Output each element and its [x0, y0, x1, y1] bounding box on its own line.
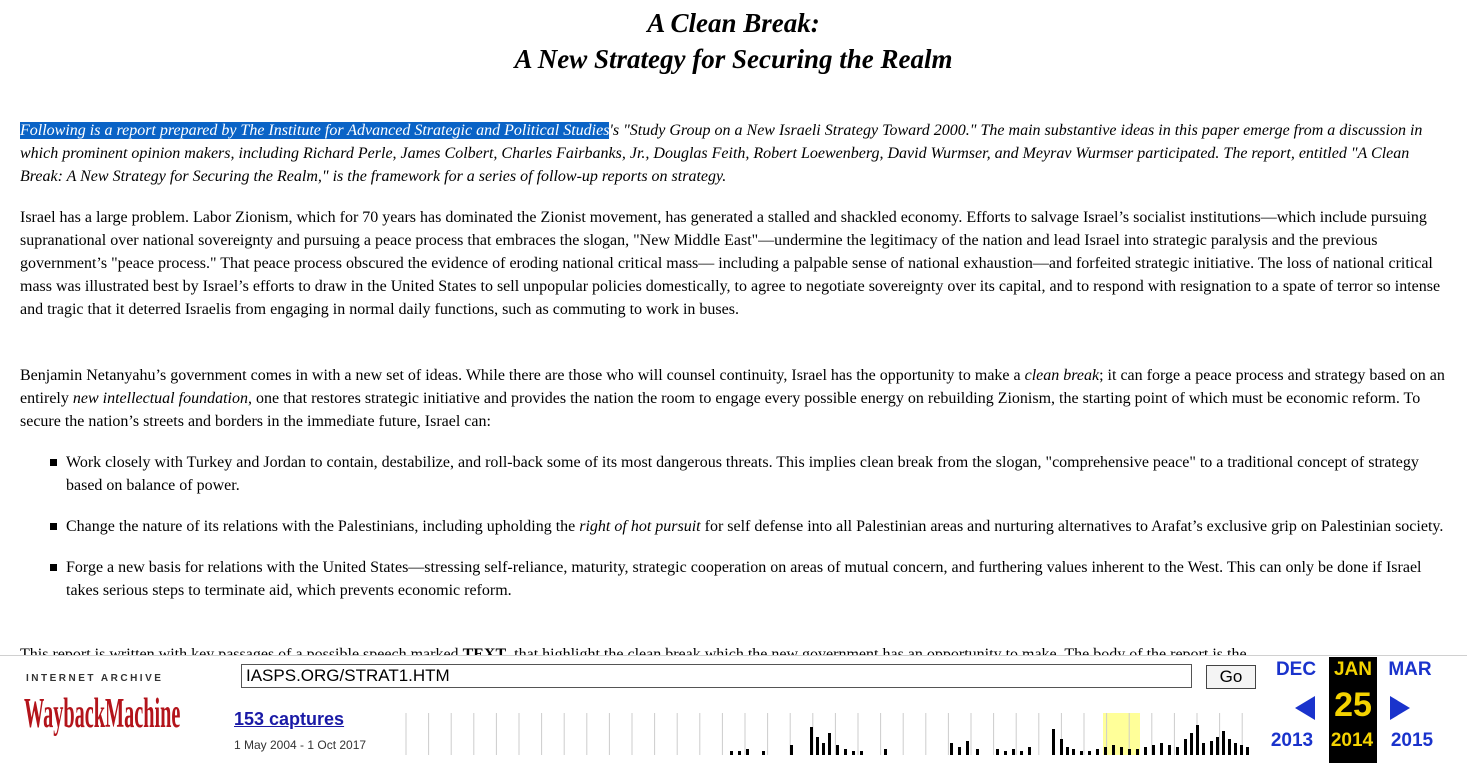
capture-bar [852, 751, 855, 755]
capture-bar [996, 749, 999, 755]
wayback-toolbar [0, 655, 1467, 764]
capture-bar [836, 745, 839, 755]
capture-bar [1028, 747, 1031, 755]
capture-bar [1144, 747, 1147, 755]
capture-bar [1160, 743, 1163, 755]
capture-bar [1190, 733, 1193, 755]
capture-bar [1072, 749, 1075, 755]
next-year-link[interactable]: 2015 [1390, 730, 1434, 751]
capture-bar [1020, 751, 1023, 755]
capture-bar [1210, 741, 1213, 755]
capture-bar [966, 741, 969, 755]
capture-bar [828, 733, 831, 755]
capture-bar [1152, 745, 1155, 755]
capture-bar [1066, 747, 1069, 755]
capture-bar [738, 751, 741, 755]
intro-text: 's "Study Group on a New Israeli Strategy Toward 2000." The main substantive ideas in this paper emerge from a discussion in which prominent opinion makers, including Richard Perle, James Colbert, Charles Fairbanks, Jr., Douglas Feith, Robert Loewenberg, David Wurmser, and Meyrav Wurmser participated. The report, entitled "A Clean Break: A New Strategy for Securing the Realm," is the framework for a series of follow-up reports on strategy. [20, 122, 1423, 185]
capture-bar [1120, 747, 1123, 755]
capture-bar [1202, 743, 1205, 755]
capture-bar [762, 751, 765, 755]
svg-text:WaybackMachine: WaybackMachine [24, 690, 181, 738]
capture-bar [822, 743, 825, 755]
prev-month-link[interactable]: DEC [1275, 659, 1317, 680]
page-title: A Clean Break: [647, 8, 820, 38]
capture-bar [1240, 745, 1243, 755]
capture-bar [1112, 745, 1115, 755]
capture-bar [1184, 739, 1187, 755]
paragraph-netanyahu [20, 364, 1455, 433]
capture-bar [746, 749, 749, 755]
capture-bar [1246, 747, 1249, 755]
bullet-list [0, 451, 1467, 620]
capture-bar [1096, 749, 1099, 755]
capture-bar [1088, 751, 1091, 755]
bullet-text: for self defense into all Palestinian areas and nurturing alternatives to Arafat’s exclusive grip on Palestinian society. [700, 518, 1444, 535]
capture-bar [1128, 749, 1131, 755]
capture-bar [1060, 739, 1063, 755]
para2-text-b: ; it can forge a peace process and strategy based on an entirely [20, 367, 1445, 407]
wayback-logo[interactable] [24, 687, 184, 738]
capture-bar [1196, 725, 1199, 755]
capture-bar [1216, 737, 1219, 755]
capture-bar [1004, 751, 1007, 755]
capture-bar [844, 749, 847, 755]
capture-bar [1136, 749, 1139, 755]
captures-link[interactable]: 153 captures [234, 709, 345, 729]
prev-year-link[interactable]: 2013 [1270, 730, 1314, 751]
current-day: 25 [1334, 686, 1372, 724]
capture-bar [810, 727, 813, 755]
bullet-text: Work closely with Turkey and Jordan to contain, destabilize, and roll-back some of its most dangerous threats. This implies clean break from the slogan, "comprehensive peace" to a traditional concept of strategy based on balance of power. [66, 454, 1419, 494]
intro-paragraph [20, 119, 1455, 188]
bullet-text: Change the nature of its relations with the Palestinians, including upholding the [66, 518, 580, 535]
capture-bar [976, 749, 979, 755]
capture-bar [1234, 743, 1237, 755]
go-button[interactable]: Go [1206, 665, 1256, 689]
capture-bar [1080, 751, 1083, 755]
capture-bar [1228, 739, 1231, 755]
capture-bar [1168, 745, 1171, 755]
capture-date-range: 1 May 2004 - 1 Oct 2017 [234, 738, 367, 752]
current-month: JAN [1333, 659, 1372, 680]
capture-bar [1176, 747, 1179, 755]
paragraph-problem: Israel has a large problem. Labor Zionism, which for 70 years has dominated the Zionist movement, has generated a stalled and shackled economy. Efforts to salvage Israel’s socialist institutions—which include pursuing supranational over national sovereignty and pursuing a peace process that embraces the slogan, "New Middle East"—undermine the legitimacy of the nation and lead Israel into strategic paralysis and the previous government’s "peace process." That peace process obscured the evidence of eroding national critical mass— including a palpable sense of national exhaustion—and forfeited strategic initiative. The loss of national critical mass was illustrated best by Israel’s efforts to draw in the United States to sell unpopular policies domestically, to agree to negotiate sovereignty over its capital, and to respond with resignation to a spate of terror so intense and tragic that it deterred Israelis from engaging in normal daily functions, such as commuting to work in buses. [20, 209, 1441, 318]
capture-bar [1222, 731, 1225, 755]
square-bullet-icon [50, 459, 57, 466]
para2-emphasis-clean-break: clean break [1024, 367, 1100, 384]
capture-bar [1104, 747, 1107, 755]
capture-bar [816, 737, 819, 755]
capture-bar [1012, 749, 1015, 755]
capture-sparkline[interactable] [400, 707, 1255, 755]
capture-bar [860, 751, 863, 755]
para2-emphasis-foundation: new intellectual foundation [72, 390, 248, 407]
square-bullet-icon [50, 523, 57, 530]
current-year: 2014 [1330, 730, 1374, 751]
square-bullet-icon [50, 564, 57, 571]
prev-arrow-icon[interactable] [1293, 695, 1317, 726]
internet-archive-label: INTERNET ARCHIVE [26, 673, 164, 684]
capture-bar [950, 743, 953, 755]
list-item [0, 451, 1446, 497]
capture-bar [958, 747, 961, 755]
capture-bar [730, 751, 733, 755]
list-item [0, 515, 1446, 538]
bullet-text: Forge a new basis for relations with the United States—stressing self-reliance, maturity, strategic cooperation on areas of mutual concern, and furthering values inherent to the West. This can only be done if Israel takes serious steps to terminate aid, which prevents economic reform. [66, 559, 1422, 599]
capture-bar [1052, 729, 1055, 755]
sparkline-bars [730, 725, 1249, 755]
capture-bar [790, 745, 793, 755]
list-item [0, 556, 1446, 602]
para2-text-a: Benjamin Netanyahu’s government comes in with a new set of ideas. While there are those who will counsel continuity, Israel has the opportunity to make a [20, 367, 1025, 384]
url-input[interactable] [241, 664, 1192, 688]
next-arrow-icon[interactable] [1388, 695, 1412, 726]
bullet-emphasis: right of hot pursuit [579, 518, 701, 535]
capture-bar [884, 749, 887, 755]
para2-text-c: , one that restores strategic initiative and provides the nation the room to engage every possible energy on rebuilding Zionism, the starting point of which must be economic reform. To secure the nation’s streets and borders in the immediate future, Israel can: [20, 390, 1421, 430]
next-month-link[interactable]: MAR [1388, 659, 1432, 680]
page-subtitle: A New Strategy for Securing the Realm [514, 44, 953, 74]
selected-text: Following is a report prepared by The Institute for Advanced Strategic and Political Studies [20, 122, 610, 139]
